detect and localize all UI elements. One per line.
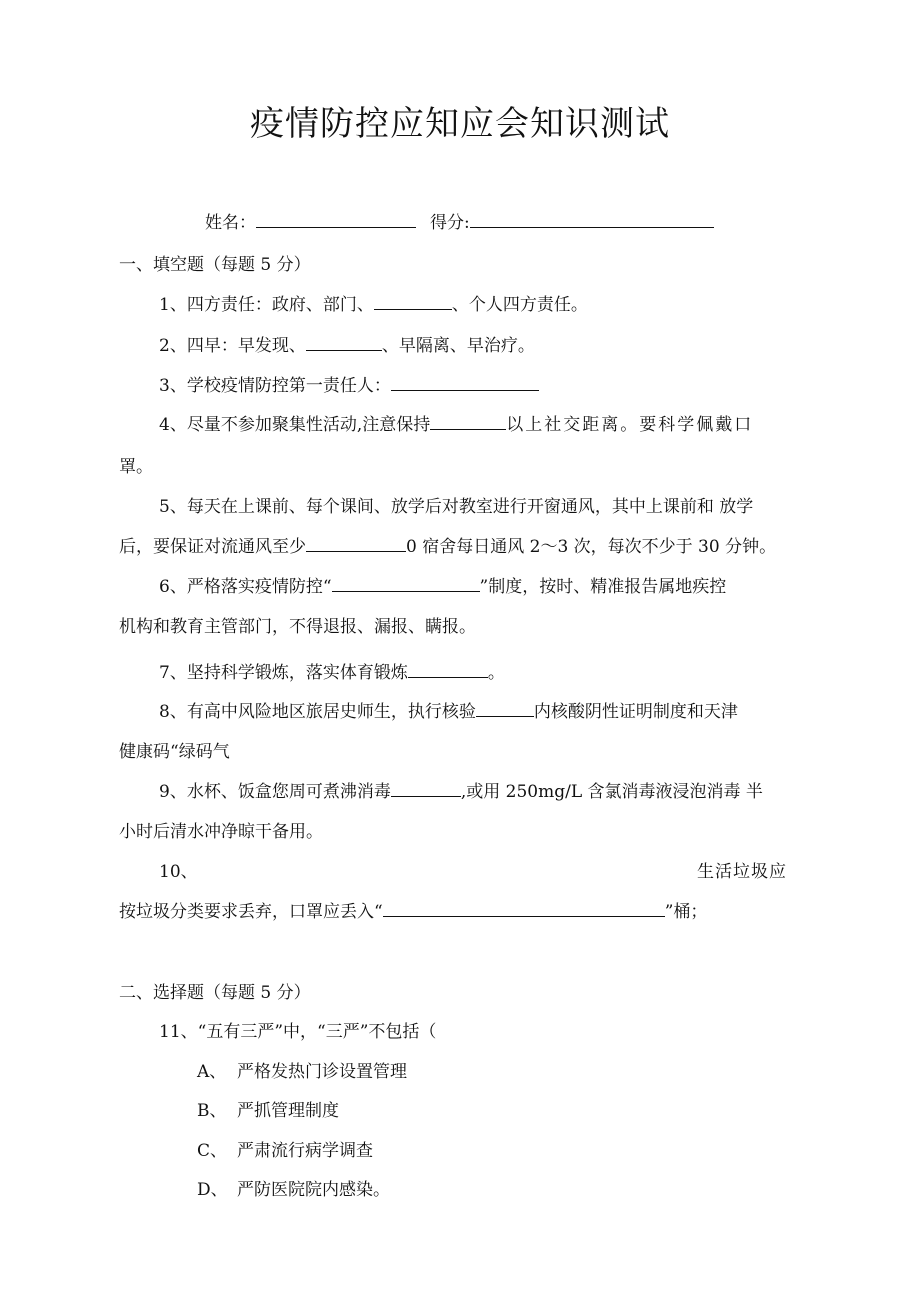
question-5-line1: 5、每天在上课前、每个课间、放学后对教室进行开窗通风，其中上课前和 放学	[159, 497, 754, 517]
answer-blank[interactable]	[383, 901, 665, 917]
question-6-cont: 机构和教育主管部门，不得退报、漏报、瞒报。	[119, 617, 476, 637]
section1-heading: 一、填空题（每题 5 分）	[119, 255, 311, 275]
answer-blank[interactable]	[408, 662, 488, 678]
question-8: 8、有高中风险地区旅居史师生，执行核验 内核酸阴性证明制度和天津	[159, 702, 738, 722]
answer-blank[interactable]	[391, 375, 539, 391]
name-blank[interactable]	[256, 212, 416, 228]
question-3: 3、学校疫情防控第一责任人：	[159, 375, 539, 397]
answer-blank[interactable]	[430, 414, 506, 430]
score-blank[interactable]	[470, 212, 714, 228]
option-b[interactable]: B、 严抓管理制度	[197, 1101, 339, 1121]
option-a[interactable]: A、 严格发热门诊设置管理	[197, 1062, 407, 1082]
header-fields	[205, 212, 714, 234]
page-title: 疫情防控应知应会知识测试	[250, 104, 670, 144]
question-10-num: 10、	[159, 862, 198, 882]
question-5-line2: 后，要保证对流通风至少 0 宿舍每日通风 2～3 次，每次不少于 30 分钟。	[119, 537, 777, 557]
answer-blank[interactable]	[306, 536, 406, 552]
question-9: 9、水杯、饭盒您周可煮沸消毒 ,或用 250mg/L 含氯消毒液浸泡消毒 半	[159, 782, 763, 802]
question-11: 11、“五有三严”中，“三严”不包括（	[159, 1022, 437, 1042]
question-8-cont: 健康码“绿码气	[119, 742, 230, 762]
answer-blank[interactable]	[332, 576, 480, 592]
question-4-cont: 罩。	[119, 457, 153, 477]
question-2: 2、四早：早发现、 、早隔离、早治疗。	[159, 336, 535, 356]
answer-blank[interactable]	[374, 294, 452, 310]
option-d[interactable]: D、 严防医院院内感染。	[197, 1180, 390, 1200]
score-label: 得分:	[430, 213, 470, 233]
answer-blank[interactable]	[391, 781, 461, 797]
name-label: 姓名：	[205, 213, 256, 233]
question-10: 按垃圾分类要求丢弃，口罩应丢入“ ”桶；	[119, 902, 708, 922]
answer-blank[interactable]	[476, 701, 534, 717]
question-6: 6、严格落实疫情防控“ ”制度，按时、精准报告属地疾控	[159, 577, 727, 597]
question-9-cont: 小时后清水冲净晾干备用。	[119, 822, 323, 842]
option-c[interactable]: C、 严肃流行病学调查	[197, 1141, 373, 1161]
question-4: 4、尽量不参加聚集性活动,注意保持 以上社交距离。要科学佩戴口	[159, 415, 754, 435]
question-7: 7、坚持科学锻炼，落实体育锻炼 。	[159, 663, 505, 683]
question-1: 1、四方责任：政府、部门、 、个人四方责任。	[159, 295, 588, 315]
section2-heading: 二、选择题（每题 5 分）	[119, 983, 311, 1003]
question-10-right: 生活垃圾应	[697, 862, 787, 882]
answer-blank[interactable]	[306, 335, 382, 351]
